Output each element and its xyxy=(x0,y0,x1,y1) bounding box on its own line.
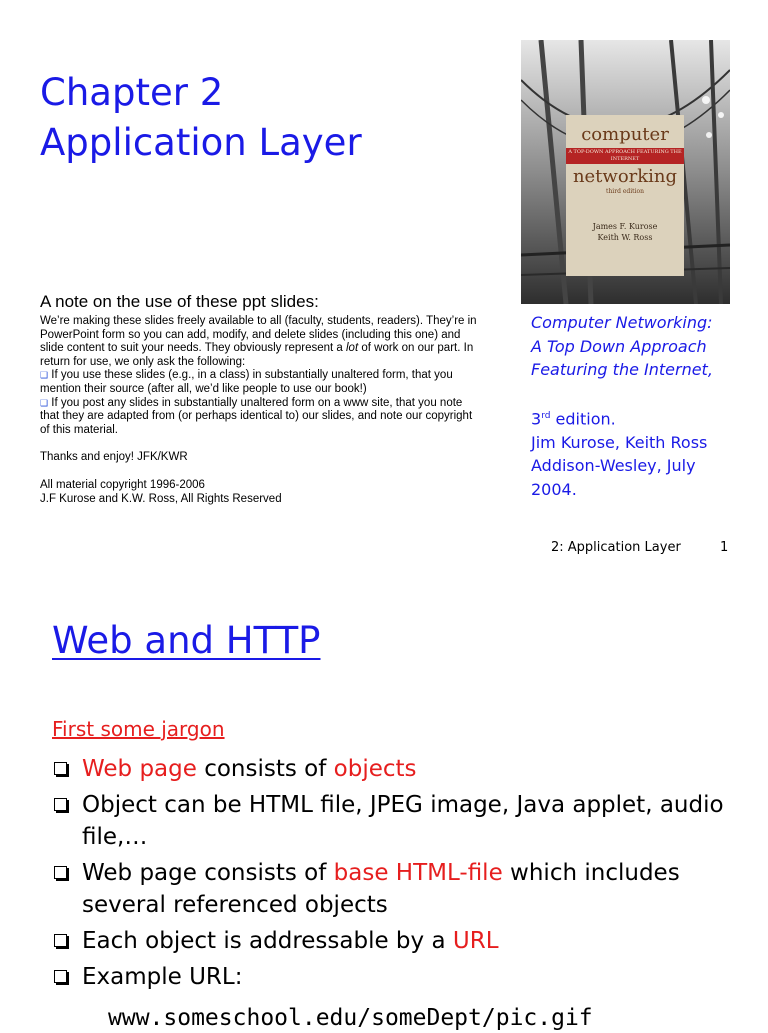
edition-text: edition. xyxy=(550,409,616,429)
book-publisher-2: 2004. xyxy=(531,479,577,499)
term-objects: objects xyxy=(333,756,417,782)
example-url: www.someschool.edu/someDept/pic.gif xyxy=(108,1005,593,1031)
slide-title: Web and HTTP xyxy=(52,619,321,662)
title-line-2: Application Layer xyxy=(40,121,362,164)
edition-number: 3 xyxy=(531,409,542,429)
item-text: which includes several referenced objects xyxy=(82,860,680,918)
note-para-lot: lot xyxy=(346,342,359,355)
bullet-icon: ❑ xyxy=(40,397,49,408)
cover-word-networking: networking xyxy=(572,166,678,187)
title-line-1: Chapter 2 xyxy=(40,71,224,114)
slide-2 xyxy=(0,575,768,1031)
book-authors: Jim Kurose, Keith Ross xyxy=(531,432,708,452)
book-cover-image xyxy=(521,40,730,304)
book-title-line-1: Computer Networking: xyxy=(531,313,713,332)
note-copyright-1: All material copyright 1996-2006 xyxy=(40,478,205,491)
checkbox-bullet-icon xyxy=(54,798,67,811)
note-copyright-2: J.F Kurose and K.W. Ross, All Rights Reserved xyxy=(40,492,282,505)
cover-title-panel xyxy=(566,115,684,276)
note-paragraph xyxy=(40,315,480,369)
section-heading: First some jargon xyxy=(52,717,225,741)
bullet-list xyxy=(50,753,750,997)
edition-suffix: rd xyxy=(541,411,551,421)
book-title-line-3: Featuring the Internet, xyxy=(531,360,713,379)
note-para-text-a: We’re making these slides freely available to all (faculty, students, readers). They’re in PowerPoint form so you can add, modify, and delete slides (including this one) and slide content to suit your needs. They obviously represent a xyxy=(40,315,477,355)
item-text: consists of xyxy=(196,756,334,782)
page-number: 1 xyxy=(720,540,729,555)
note-body xyxy=(40,315,480,506)
item-text: Each object is addressable by a xyxy=(82,928,453,954)
cover-word-computer: computer xyxy=(581,124,669,145)
note-thanks: Thanks and enjoy! JFK/KWR xyxy=(40,451,188,464)
book-edition xyxy=(531,405,761,431)
checkbox-bullet-icon xyxy=(54,762,67,775)
item-text: Example URL: xyxy=(82,964,243,990)
list-item xyxy=(50,961,750,993)
note-bullet-1-text: If you use these slides (e.g., in a class) in substantially unaltered form, that you mention their source (after all, we’d like people to use our book!) xyxy=(40,369,453,395)
cover-author-2: Keith W. Ross xyxy=(597,233,653,242)
term-base-html-file: base HTML-file xyxy=(333,860,503,886)
note-heading: A note on the use of these ppt slides: xyxy=(40,292,319,311)
item-text: Web page consists of xyxy=(82,860,334,886)
bullet-icon: ❑ xyxy=(40,370,49,381)
note-bullet-1 xyxy=(40,369,480,396)
cover-edition: third edition xyxy=(606,188,644,195)
checkbox-bullet-icon xyxy=(54,934,67,947)
note-bullet-2 xyxy=(40,397,480,438)
list-item xyxy=(50,789,750,853)
list-item xyxy=(50,857,750,921)
book-info xyxy=(531,311,761,501)
checkbox-bullet-icon xyxy=(54,866,67,879)
term-url: URL xyxy=(452,928,499,954)
checkbox-bullet-icon xyxy=(54,970,67,983)
list-item xyxy=(50,925,750,957)
note-bullet-2-text: If you post any slides in substantially unaltered form on a www site, that you note that they are adapted from (or perhaps identical to) our slides, and note our copyright of this material. xyxy=(40,396,473,436)
book-title-line-2: A Top Down Approach xyxy=(531,336,707,356)
list-item xyxy=(50,753,750,785)
cover-authors xyxy=(566,221,684,243)
cover-author-1: James F. Kurose xyxy=(592,222,658,231)
book-publisher-1: Addison-Wesley, July xyxy=(531,456,696,476)
usage-note xyxy=(40,292,480,506)
note-para-text-b: of work on our part. In return for use, we only ask the following: xyxy=(40,342,474,368)
item-text: Object can be HTML file, JPEG image, Java applet, audio file,… xyxy=(82,792,724,850)
slide-title xyxy=(40,68,362,168)
term-web-page: Web page xyxy=(82,756,197,782)
cover-subtitle-band: A TOP-DOWN APPROACH FEATURING THE INTERNET xyxy=(566,148,684,164)
footer-title: 2: Application Layer xyxy=(551,540,681,555)
